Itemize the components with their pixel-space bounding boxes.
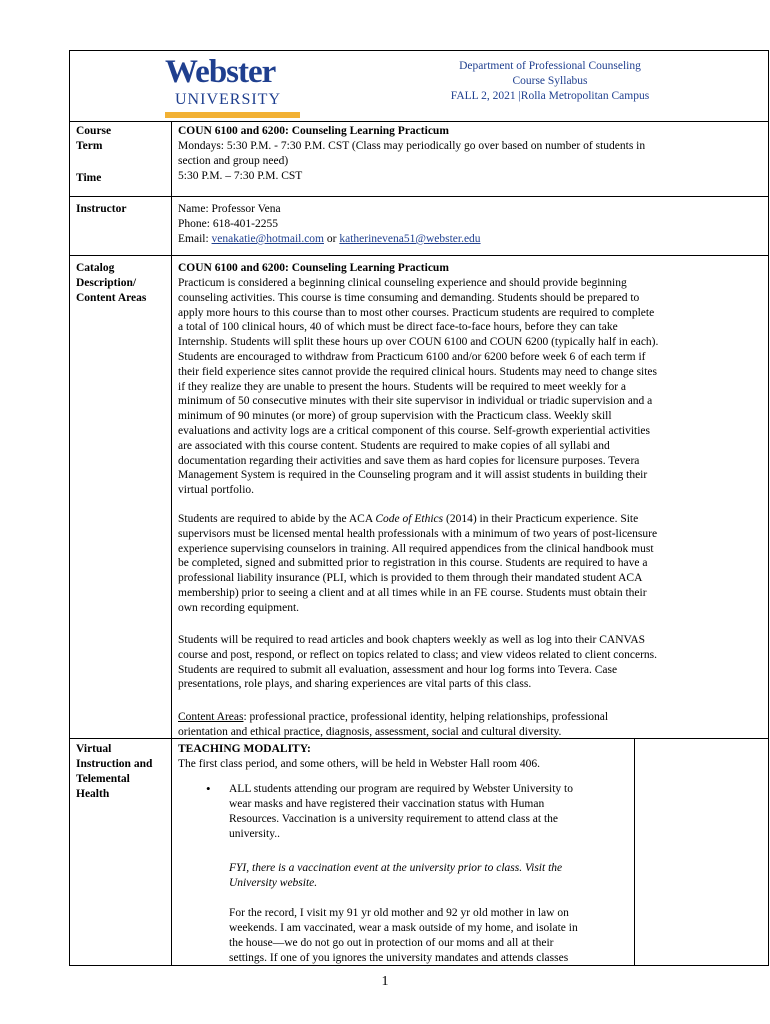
label-catalog: Catalog [76,262,115,274]
label-term: Term [76,140,103,152]
paragraph-line: membership) prior to seeing a client and at all times while in an FE course. Students must obtain their [178,586,647,599]
paragraph-line: if they realize they are unable to present the hours. Students will be required to meet weekly for a [178,380,627,393]
paragraph-line: are associated with this course content. Students are required to make copies of all syllabi and [178,439,610,452]
email-link-hotmail[interactable]: venakatie@hotmail.com [211,233,325,245]
label-time: Time [76,172,102,184]
logo-subtitle: UNIVERSITY [175,91,281,108]
bullet-line: weekends. I am vaccinated, wear a mask outside of my home, and isolate in [229,922,578,934]
paragraph-line: experience supervising counselors in training. All required appendices from the clinical handbook must [178,542,654,555]
inner-cell-divider [634,738,635,966]
email-label: Email: [178,233,212,245]
paragraph-line: counseling activities. This course is time consuming and demanding. Students should be prepared to [178,291,640,304]
bullet-line: University website. [229,877,318,889]
bullet-line: university.. [229,828,280,840]
teaching-modality-heading: TEACHING MODALITY: [178,743,311,755]
course-title: COUN 6100 and 6200: Counseling Learning Practicum [178,125,449,137]
instructor-name: Name: Professor Vena [178,203,281,215]
paragraph-line: documentation regarding their activities and save them as hard copies for licensure purposes. Tevera [178,454,640,467]
paragraph-line: minimum of 90 minutes (or more) of group supervision with the Practicum class. Weekly skill [178,410,612,423]
paragraph-line: a total of 100 clinical hours, 40 of which must be direct face-to-face hours, before they can take [178,321,618,334]
row-divider-instructor [69,196,769,197]
row-divider-catalog [69,255,769,256]
label-virtual: Virtual [76,743,112,755]
page-number: 1 [381,974,389,989]
bullet-line: wear masks and have registered their vaccination status with Human [229,798,545,810]
label-telemental: Telemental [76,773,130,785]
catalog-paragraph-3 [178,633,708,692]
paragraph-line: Management System is required in the Counseling program and it will assist students in building their [178,469,648,482]
paragraph-line: Students will be required to read articles and book chapters weekly as well as log into their CANVAS [178,634,646,646]
paragraph-line: Practicum is considered a beginning clinical counseling experience and should provide beginning [178,277,627,289]
ethics-pre: Students are required to abide by the ACA [178,513,376,525]
first-class-location: The first class period, and some others, will be held in Webster Hall room 406. [178,758,540,770]
term-line-1: Mondays: 5:30 P.M. - 7:30 P.M. CST (Class may periodically go over based on number of students in [178,140,646,152]
logo-accent-bar [165,112,300,118]
paragraph-line: professional liability insurance (PLI, which is provided to them through their mandated student ACA [178,572,643,585]
paragraph-line: apply more hours to this course than to most other courses. Practicum students are required to complete [178,306,655,319]
paragraph-line: Internship. Students will split these hours up over COUN 6100 and COUN 6200 (typically half in each). [178,336,659,349]
catalog-paragraph-2 [178,512,708,616]
ethics-post: (2014) in their Practicum experience. Site [443,513,639,525]
term-line-2: section and group need) [178,155,289,167]
code-of-ethics: Code of Ethics [375,513,444,525]
paragraph-line: Students are encouraged to withdraw from Practicum 6100 and/or 6200 before week 6 of each term if [178,350,646,363]
paragraph-line: virtual portfolio. [178,484,255,497]
paragraph-line [178,512,708,527]
label-course: Course [76,125,112,137]
instructor-phone: Phone: 618-401-2255 [178,218,278,230]
bullet-masks-vaccination [229,782,629,842]
logo-wordmark: Webster [165,54,276,90]
content-areas-label: Content Areas [178,711,244,723]
label-health: Health [76,788,110,800]
paragraph-line: own recording equipment. [178,601,300,614]
paragraph-line: course and post, respond, or reflect on topics related to class; and view videos related to client concerns. [178,648,658,661]
paragraph-line: supervisors must be licensed mental health professionals with a minimum of two years of post-licensure [178,527,658,540]
paragraph-line: minimum of 50 consecutive minutes with their site supervisor in individual or triadic supervision and a [178,395,653,408]
term-campus: FALL 2, 2021 |Rolla Metropolitan Campus [450,90,650,102]
instructor-personal-note [229,906,629,966]
email-or: or [324,233,340,245]
bullet-line: the house—we do not go out in protection of our moms and all at their [229,937,554,949]
bullet-line: ALL students attending our program are required by Webster University to [229,783,573,795]
bullet-line: Resources. Vaccination is a university requirement to attend class at the [229,813,559,825]
paragraph-line: their field experience sites cannot provide the required clinical hours. Students may need to change sites [178,365,658,378]
paragraph-line: presentations, role plays, and sharing experiences are vital parts of this class. [178,678,532,691]
content-areas [178,710,708,740]
bullet-line: For the record, I visit my 91 yr old mother and 92 yr old mother in law on [229,907,569,919]
bullet-line: FYI, there is a vaccination event at the university prior to class. Visit the [229,862,563,874]
content-areas-text: : professional practice, professional identity, helping relationships, professional [243,711,609,723]
column-divider [171,121,172,966]
instructor-email [178,232,481,247]
bullet-icon: • [206,781,211,796]
email-link-webster[interactable]: katherinevena51@webster.edu [339,233,481,245]
paragraph-line: evaluations and activity logs are a critical component of this course. Self-growth experiential activities [178,424,650,437]
paragraph-line: orientation and ethical practice, diagnosis, assessment, social and cultural diversity. [178,725,562,738]
class-time: 5:30 P.M. – 7:30 P.M. CST [178,170,303,182]
label-content-areas: Content Areas [76,292,147,304]
label-instructor: Instructor [76,203,127,215]
catalog-course-title: COUN 6100 and 6200: Counseling Learning Practicum [178,262,449,274]
label-description: Description/ [76,277,137,289]
department-title: Department of Professional Counseling [459,60,641,72]
vaccination-event-note [229,861,629,891]
paragraph-line: be completed, signed and submitted prior to registration in this course. Students are required to have a [178,557,648,570]
catalog-paragraph-1 [178,276,708,498]
paragraph-line: Students are required to submit all evaluation, assessment and hour log forms into Tevera. Case [178,663,618,676]
paragraph-line [178,710,708,725]
bullet-line: settings. If one of you ignores the university mandates and attends classes [229,952,569,964]
syllabus-title: Course Syllabus [512,75,588,87]
label-instruction-and: Instruction and [76,758,153,770]
header-row-divider [69,121,769,122]
